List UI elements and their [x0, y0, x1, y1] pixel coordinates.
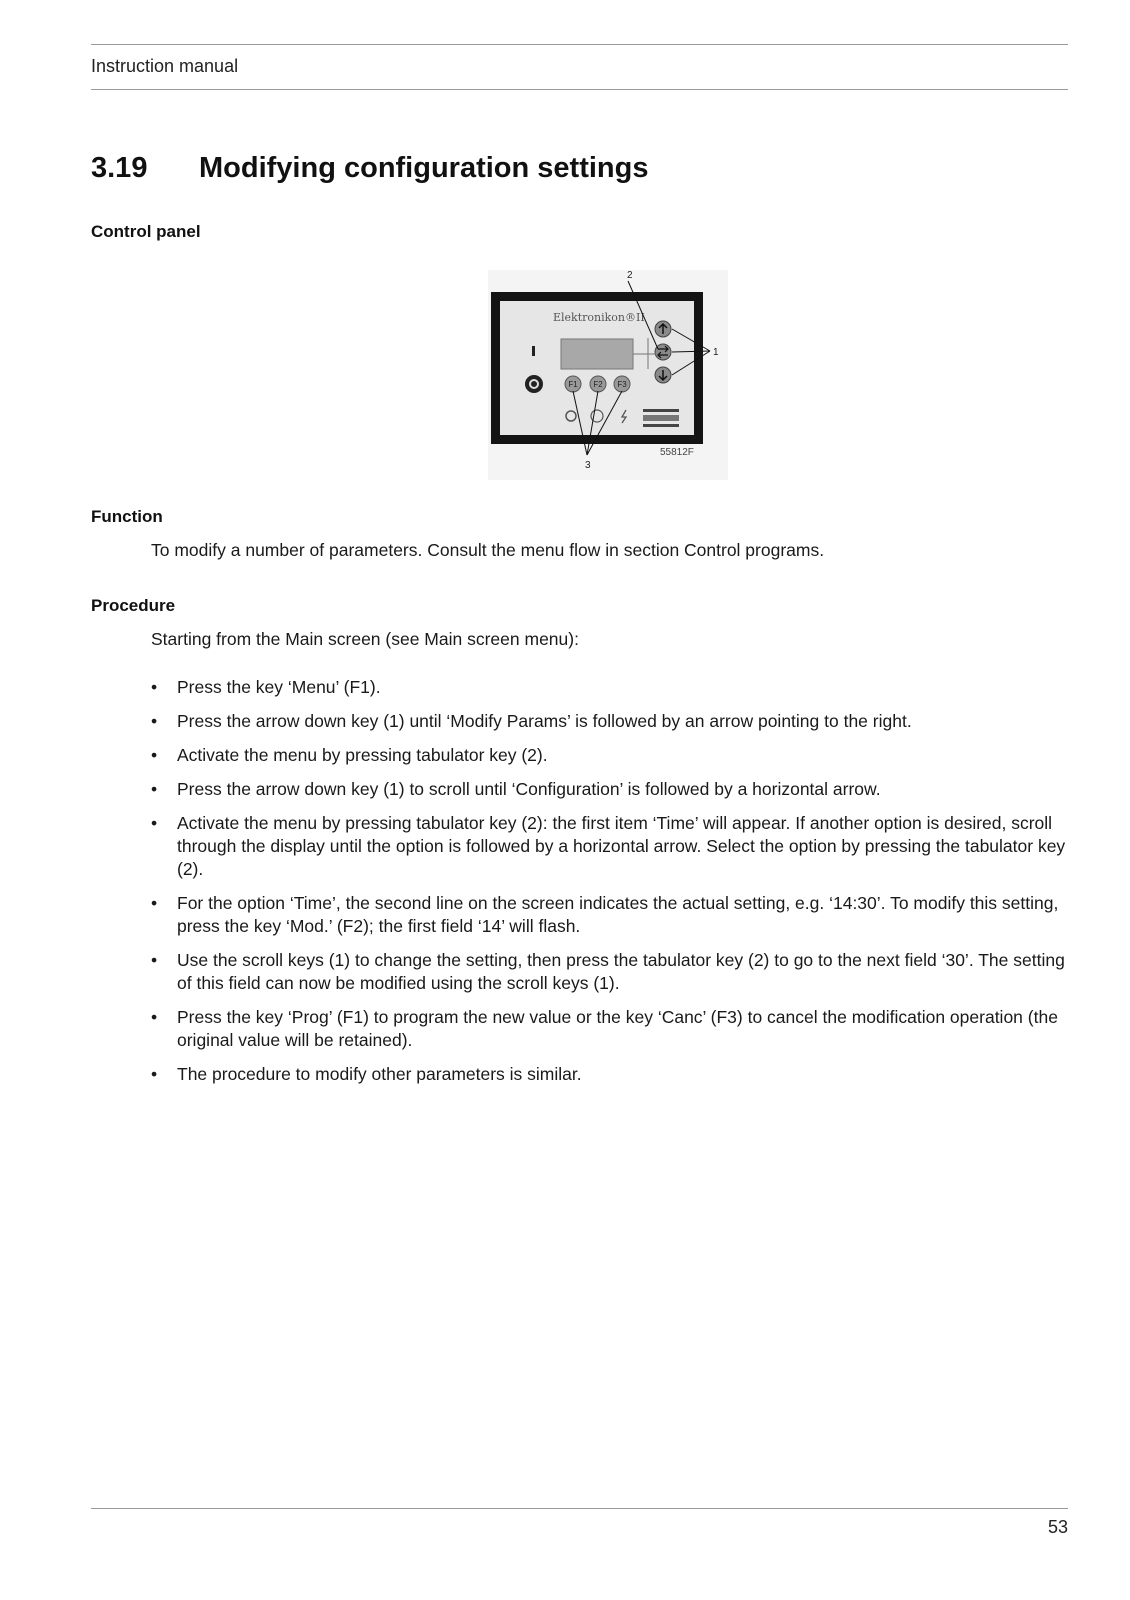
- control-panel-heading: Control panel: [91, 222, 201, 241]
- section-heading: Modifying configuration settings: [199, 152, 649, 184]
- procedure-step: • Activate the menu by pressing tabulator key (2).: [151, 745, 548, 765]
- header-top-rule: [91, 44, 1068, 45]
- procedure-step: • Press the arrow down key (1) until ‘Modify Params’ is followed by an arrow pointing to the right.: [151, 711, 912, 731]
- stop-icon: [525, 375, 543, 393]
- callout-3: 3: [585, 460, 591, 471]
- f2-label: F2: [593, 380, 603, 389]
- section-number: 3.19: [91, 152, 148, 184]
- procedure-step: • Press the key ‘Menu’ (F1).: [151, 677, 381, 697]
- procedure-step: • For the option ‘Time’, the second line on the screen indicates the actual setting, e.g. ‘14:30’. To modify this setting, press the key ‘Mod.’ (F2); the first field ‘14’ will flash.: [151, 893, 1059, 936]
- page-number: 53: [1047, 1517, 1068, 1537]
- procedure-heading: Procedure: [91, 596, 176, 615]
- header-bottom-rule: [91, 89, 1068, 90]
- f1-label: F1: [568, 380, 578, 389]
- function-text: To modify a number of parameters. Consult the menu flow in section Control programs.: [151, 540, 825, 560]
- figure-code: 55812F: [660, 447, 694, 458]
- brand-logo: [643, 409, 679, 427]
- callout-2: 2: [627, 270, 633, 281]
- power-on-icon: [532, 346, 535, 356]
- procedure-step: • Press the key ‘Prog’ (F1) to program the new value or the key ‘Canc’ (F3) to cancel the modification operation (the original value will be retained).: [151, 1007, 1058, 1050]
- procedure-step: • Activate the menu by pressing tabulator key (2): the first item ‘Time’ will appear. If another option is desired, scroll through the display until the option is followed by a horizontal arrow. Select the option by pressing the tabulator key (2).: [151, 813, 1066, 879]
- section-title: [91, 152, 648, 185]
- brand-label: Elektronikon®II: [553, 311, 645, 324]
- f3-label: F3: [617, 380, 627, 389]
- procedure-intro: Starting from the Main screen (see Main screen menu):: [151, 629, 579, 649]
- procedure-step: • Use the scroll keys (1) to change the setting, then press the tabulator key (2) to go to the next field ‘30’. The setting of this field can now be modified using the scroll keys (1).: [151, 950, 1065, 993]
- tab-icon: [655, 344, 671, 360]
- callout-1: 1: [713, 347, 719, 358]
- display-screen: [561, 339, 633, 369]
- function-heading: Function: [91, 507, 163, 526]
- procedure-step: • The procedure to modify other parameters is similar.: [151, 1064, 582, 1084]
- running-header: Instruction manual: [91, 56, 239, 76]
- footer-rule: [91, 1508, 1068, 1509]
- control-panel-figure: [488, 270, 728, 480]
- procedure-step: • Press the arrow down key (1) to scroll until ‘Configuration’ is followed by a horizontal arrow.: [151, 779, 881, 799]
- procedure-steps: [151, 676, 1071, 1097]
